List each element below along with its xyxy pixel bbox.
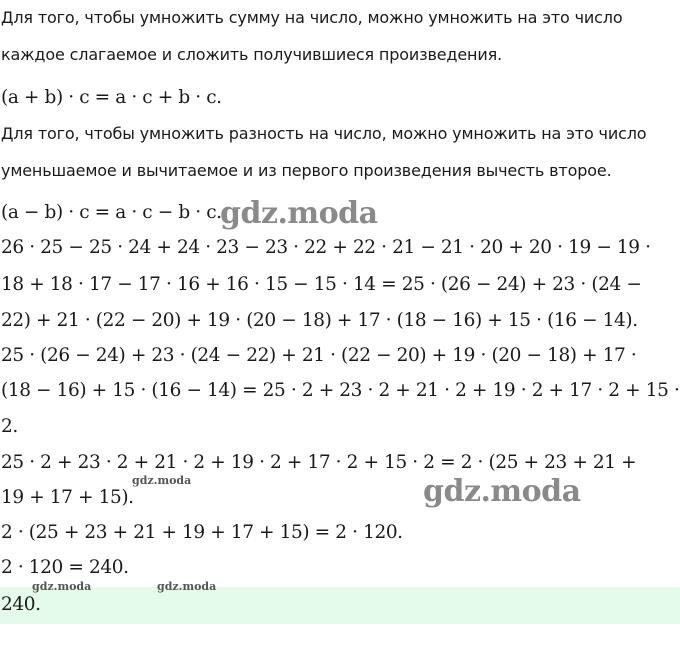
answer-highlight <box>0 587 680 624</box>
solution-line-9: 2 · (25 + 23 + 21 + 19 + 17 + 15) = 2 · 120. <box>1 522 403 543</box>
solution-line-3: 22) + 21 · (22 − 20) + 19 · (20 − 18) + 17 · (18 − 16) + 15 · (16 − 14). <box>1 310 638 331</box>
watermark-small: gdz.moda <box>32 580 92 593</box>
solution-line-5: (18 − 16) + 15 · (16 − 14) = 25 · 2 + 23 · 2 + 21 · 2 + 19 · 2 + 17 · 2 + 15 · <box>1 380 680 401</box>
solution-line-1: 26 · 25 − 25 · 24 + 24 · 23 − 23 · 22 + 22 · 21 − 21 · 20 + 20 · 19 − 19 · <box>1 237 651 258</box>
solution-line-10: 2 · 120 = 240. <box>1 557 129 578</box>
solution-line-8: 19 + 17 + 15). <box>1 487 134 508</box>
solution-line-7: 25 · 2 + 23 · 2 + 21 · 2 + 19 · 2 + 17 · 2 + 15 · 2 = 2 · (25 + 23 + 21 + <box>1 452 637 473</box>
watermark-large: gdz.moda <box>220 196 378 231</box>
watermark-small: gdz.moda <box>132 474 192 487</box>
watermark-small: gdz.moda <box>157 580 217 593</box>
sum-rule-formula: (a + b) · c = a · c + b · c. <box>1 87 222 108</box>
solution-line-6: 2. <box>1 416 18 437</box>
diff-rule-text-line-1: Для того, чтобы умножить разность на число, можно умножить на это число <box>1 124 647 143</box>
answer-text: 240. <box>1 594 41 615</box>
diff-rule-formula: (a − b) · c = a · c − b · c. <box>1 202 222 223</box>
solution-line-4: 25 · (26 − 24) + 23 · (24 − 22) + 21 · (22 − 20) + 19 · (20 − 18) + 17 · <box>1 345 637 366</box>
diff-rule-text-line-2: уменьшаемое и вычитаемое и из первого произведения вычесть второе. <box>1 161 612 180</box>
sum-rule-text-line-2: каждое слагаемое и сложить получившиеся произведения. <box>1 45 503 64</box>
watermark-large: gdz.moda <box>423 474 581 509</box>
solution-line-2: 18 + 18 · 17 − 17 · 16 + 16 · 15 − 15 · 14 = 25 · (26 − 24) + 23 · (24 − <box>1 274 642 295</box>
sum-rule-text-line-1: Для того, чтобы умножить сумму на число, можно умножить на это число <box>1 8 623 27</box>
